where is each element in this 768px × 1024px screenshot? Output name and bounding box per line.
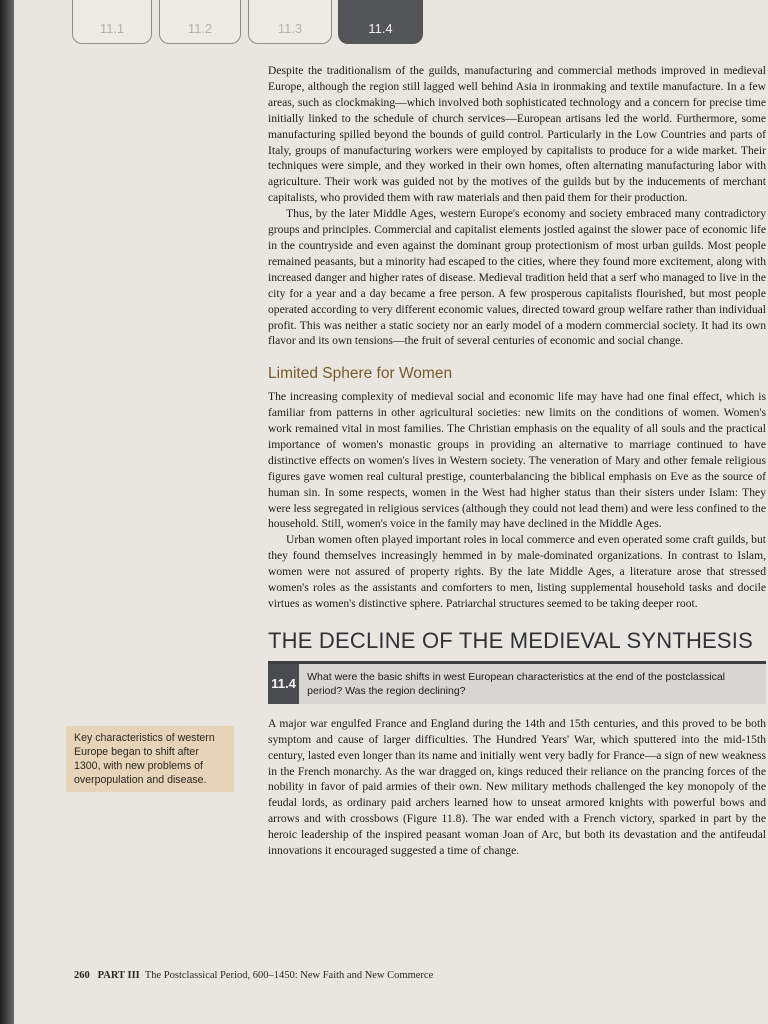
page-footer bbox=[74, 970, 433, 981]
learning-objective-question: What were the basic shifts in west European characteristics at the end of the postclassical period? Was the region declining? bbox=[307, 670, 726, 697]
tab-11-4[interactable]: 11.4 bbox=[338, 0, 423, 44]
body-paragraph: Urban women often played important roles in local commerce and even operated some craft guilds, but they found themselves increasingly hemmed in by male-dominated organizations. In contrast to Islam, women were not assured of property rights. By the late Middle Ages, a literature arose that stressed women's roles as the assistants and comforters to men, listing supplemental household tasks and docile virtues as women's distinctive sphere. Patriarchal structures seemed to be taking deeper root. bbox=[268, 533, 766, 610]
part-label: PART III bbox=[97, 970, 140, 981]
tab-11-2[interactable]: 11.2 bbox=[159, 0, 241, 44]
subsection-heading: Limited Sphere for Women bbox=[268, 365, 453, 383]
book-spine-shadow bbox=[0, 0, 14, 1024]
main-text-column bbox=[268, 63, 766, 859]
body-paragraph: Thus, by the later Middle Ages, western Europe's economy and society embraced many contradictory groups and principles. Commercial and capitalist elements jostled against the slower pace of economic life in the countryside and even against the dominant group protectionism of most urban guilds. Most people remained peasants, but a minority had escaped to the cities, where they found more excitement, along with increased danger and higher rates of disease. Medieval tradition held that a serf who managed to live in the city for a year and a day became a free person. A few prosperous capitalists flourished, but most people operated according to very different economic values, directed toward group welfare rather than individual profit. This was neither a static society nor an early model of a modern commercial society. It had its own flavor and its own tensions—the fruit of several centuries of economic and social change. bbox=[268, 207, 766, 348]
learning-objective-box bbox=[268, 661, 766, 704]
body-paragraph: Despite the traditionalism of the guilds, manufacturing and commercial methods improved in medieval Europe, although the region still lagged well behind Asia in ironmaking and textile manufacture. In a few areas, such as clockmaking—which involved both sophisticated technology and a concern for precise time initially linked to the schedule of church services—European artisans led the world. Furthermore, some manufacturing spilled beyond the bounds of guild control. Particularly in the Low Countries and parts of Italy, groups of manufacturing workers were employed by capitalists to produce for a wide market. Their techniques were simple, and they worked in their own homes, often alternating manufacturing labor with agriculture. Their work was guided not by the motives of the guilds but by the inducements of merchant capitalists, who provided them with raw materials and then paid them for their production. bbox=[268, 64, 766, 205]
part-title: The Postclassical Period, 600–1450: New Faith and New Commerce bbox=[144, 970, 434, 981]
learning-objective-number: 11.4 bbox=[268, 664, 299, 704]
body-paragraph: The increasing complexity of medieval social and economic life may have had one final effect, which is familiar from patterns in other agricultural societies: new limits on the conditions of women. Women's work remained vital in most families. The Christian emphasis on the equality of all souls and the practical importance of women's monastic groups in providing an alternative to marriage continued to have distinctive effects on women's lives in Western society. The veneration of Mary and other female religious figures gave women real cultural prestige, counterbalancing the biblical emphasis on Eve as the source of human sin. In some respects, women in the West had higher status than their sisters under Islam: They were less segregated in religious services (although they could not lead them) and were less confined to the household. Still, women's voice in the family may have declined in the Middle Ages. bbox=[268, 390, 766, 531]
section-heading: THE DECLINE OF THE MEDIEVAL SYNTHESIS bbox=[268, 627, 753, 653]
tab-11-3[interactable]: 11.3 bbox=[248, 0, 332, 44]
margin-note: Key characteristics of western Europe began to shift after 1300, with new problems of overpopulation and disease. bbox=[66, 726, 234, 792]
tab-11-1[interactable]: 11.1 bbox=[72, 0, 152, 44]
body-paragraph: A major war engulfed France and England during the 14th and 15th centuries, and this proved to be both symptom and cause of larger difficulties. The Hundred Years' War, which sputtered into the mid-15th century, lasted even longer than its name and initially went very badly for France—a sign of new weakness in the French monarchy. As the war dragged on, kings reduced their reliance on the prancing forces of the nobility in favor of paid armies of their own. New military methods challenged the key monopoly of the feudal lords, as ordinary paid archers learned how to unseat armored knights with powerful bows and arrows and with crossbows (Figure 11.8). The war ended with a French victory, sparked in part by the heroic leadership of the inspired peasant woman Joan of Arc, but both its devastation and the antifeudal innovations it encouraged suggested a time of change. bbox=[268, 716, 766, 858]
page-number: 260 bbox=[74, 970, 90, 981]
book-page bbox=[14, 0, 768, 1024]
